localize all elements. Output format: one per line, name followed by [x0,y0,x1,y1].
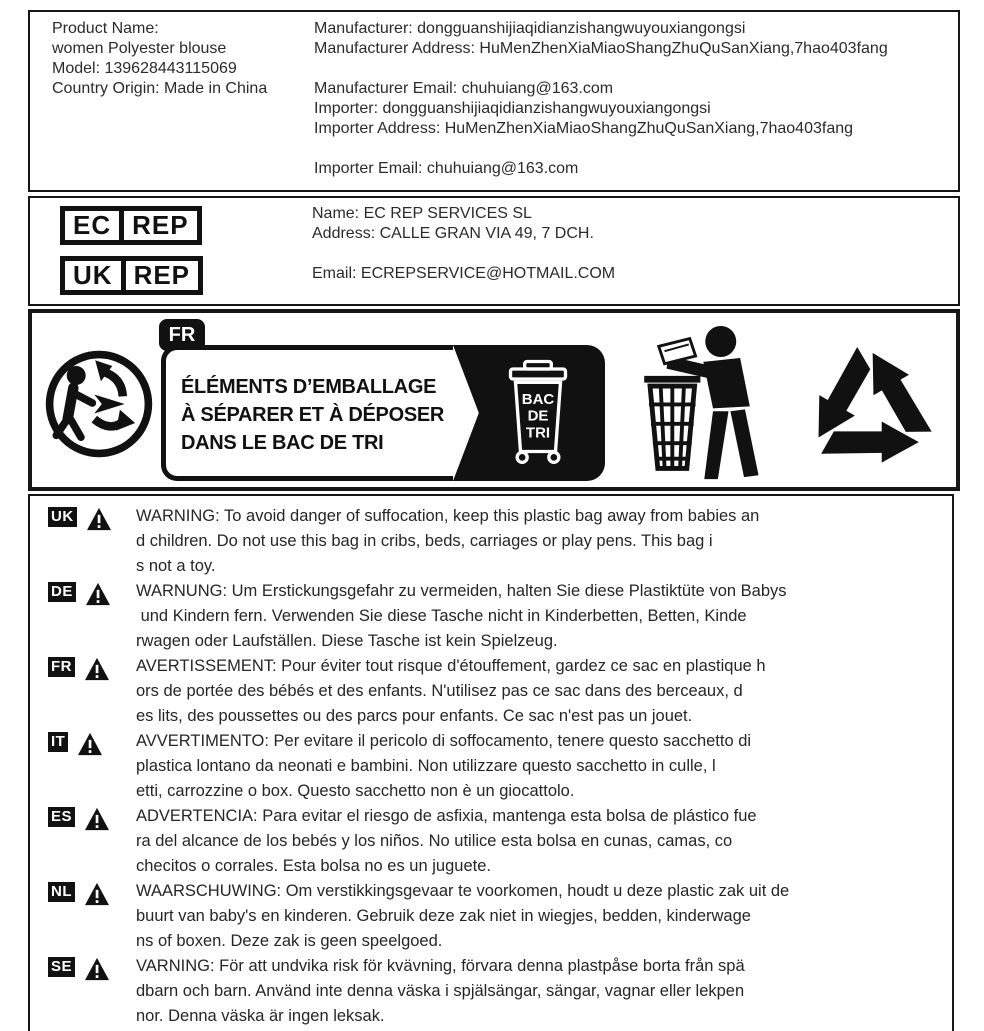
warning-line: plastica lontano da neonati e bambini. Non utilizzare questo sacchetto in culle, l [136,757,716,775]
warning-row-it-badges [30,729,136,804]
importer-email: Importer Email: chuhuiang@163.com [314,160,579,177]
lang-badge-es: ES [48,807,75,827]
ec-rep-badge [60,206,202,245]
warning-line: und Kindern fern. Verwenden Sie diese Tasche nicht in Kinderbetten, Betten, Kinde [136,607,747,625]
uk-rep-badge-right: REP [121,261,198,290]
warning-line: AVVERTIMENTO: Per evitare il pericolo di soffocamento, tenere questo sacchetto di [136,732,752,750]
warning-row-it [30,729,952,804]
banner-text-box [161,345,453,481]
warning-triangle-icon [84,882,110,906]
tidyman-icon [620,321,775,486]
warning-row-uk-badges [30,504,136,579]
warning-triangle-icon [84,657,110,681]
product-name-value: women Polyester blouse [52,40,227,57]
warning-line: WARNING: To avoid danger of suffocation, keep this plastic bag away from babies an [136,507,760,525]
manufacturer-name: Manufacturer: dongguanshijiaqidianzishangwuyouxiangongsi [314,20,746,37]
rep-section [28,196,960,306]
warning-line: ors de portée des bébés et des enfants. N'utilisez pas ce sac dans des berceaux, d [136,682,743,700]
manufacturer-email: Manufacturer Email: chuhuiang@163.com [314,80,614,97]
warning-line: VARNING: För att undvika risk för kvävning, förvara denna plastpåse borta från spä [136,957,745,975]
lang-badge-nl: NL [48,882,75,902]
warning-row-de-badges [30,579,136,654]
warning-text-nl [136,879,952,954]
warning-text-fr [136,654,952,729]
banner-line-3: DANS LE BAC DE TRI [181,432,384,454]
banner-line-2: À SÉPARER ET À DÉPOSER [181,404,445,426]
warning-row-es-badges [30,804,136,879]
warning-line: dbarn och barn. Använd inte denna väska i spjälsängar, sängar, vagnar eller lekpen [136,982,745,1000]
banner-line-1: ÉLÉMENTS D’EMBALLAGE [181,376,437,398]
rep-email: Email: ECREPSERVICE@HOTMAIL.COM [312,265,616,282]
warning-triangle-icon [84,807,110,831]
warnings-section [28,494,954,1031]
warning-line: rwagen oder Laufställen. Diese Tasche ist kein Spielzeug. [136,632,558,650]
warning-text-uk [136,504,952,579]
triman-icon [42,347,156,461]
warning-line: s not a toy. [136,557,216,575]
rep-badges-column [30,198,312,304]
lang-badge-uk: UK [48,507,77,527]
spacer-line [314,139,958,159]
warning-row-se-badges [30,954,136,1029]
warning-row-es [30,804,952,879]
bin-text-bac: BAC [521,391,555,408]
manufacturer-address: Manufacturer Address: HuMenZhenXiaMiaoShangZhuQuSanXiang,7hao403fang [314,40,888,57]
lang-badge-de: DE [48,582,76,602]
warning-row-de [30,579,952,654]
rep-address: Address: CALLE GRAN VIA 49, 7 DCH. [312,225,594,242]
bin-text-de: DE [527,407,549,425]
rep-name: Name: EC REP SERVICES SL [312,205,532,222]
product-name-label: Product Name: [52,20,159,37]
bin-text-tri: TRI [525,424,551,442]
country-origin-value: Country Origin: Made in China [52,80,268,97]
lang-badge-fr: FR [48,657,75,677]
warning-line: buurt van baby's en kinderen. Gebruik deze zak niet in wiegjes, bedden, kinderwage [136,907,751,925]
ec-rep-badge-right: REP [119,211,196,240]
product-info-column [52,19,314,190]
product-info-section [28,10,960,192]
warning-line: nor. Denna väska är ingen leksak. [136,1007,385,1025]
importer-address: Importer Address: HuMenZhenXiaMiaoShangZhuQuSanXiang,7hao403fang [314,120,854,137]
warning-line: etti, carrozzine o box. Questo sacchetto non è un giocattolo. [136,782,575,800]
fr-tab: FR [159,319,205,351]
warning-row-nl-badges [30,879,136,954]
lang-badge-it: IT [48,732,68,752]
importer-name: Importer: dongguanshijiaqidianzishangwuyouxiangongsi [314,100,711,117]
warning-text-se [136,954,952,1029]
ec-rep-badge-left: EC [73,210,112,240]
warning-line: d children. Do not use this bag in cribs, beds, carriages or play pens. This bag i [136,532,713,550]
warning-triangle-icon [85,582,111,606]
warning-row-fr-badges [30,654,136,729]
warning-row-se [30,954,952,1029]
warning-triangle-icon [84,957,110,981]
warning-line: WARNUNG: Um Erstickungsgefahr zu vermeiden, halten Sie diese Plastiktüte von Babys [136,582,787,600]
rep-info-column [312,198,958,304]
warning-line: ns of boxen. Deze zak is geen speelgoed. [136,932,443,950]
spacer-line [314,59,958,79]
lang-badge-se: SE [48,957,75,977]
warning-triangle-icon [86,507,112,531]
warning-line: WAARSCHUWING: Om verstikkingsgevaar te voorkomen, houdt u deze plastic zak uit de [136,882,790,900]
manufacturer-info-column [314,19,958,190]
warning-line: checitos o corrales. Esta bolsa no es un juguete. [136,857,491,875]
warning-line: AVERTISSEMENT: Pour éviter tout risque d'étouffement, gardez ce sac en plastique h [136,657,766,675]
warning-row-uk [30,504,952,579]
uk-rep-badge [60,256,203,295]
recycling-section [28,309,960,491]
warning-text-es [136,804,952,879]
uk-rep-badge-left: UK [73,260,113,290]
spacer-line [312,244,958,264]
warning-text-it [136,729,952,804]
warning-text-de [136,579,952,654]
warning-line: ra del alcance de los bebés y los niños. No utilice esta bolsa en cunas, camas, co [136,832,733,850]
model-value: Model: 139628443115069 [52,60,237,77]
sorting-bin-icon [488,351,588,477]
warning-line: es lits, des poussettes ou des parcs pour enfants. Ce sac n'est pas un jouet. [136,707,693,725]
warning-triangle-icon [77,732,103,756]
fr-sorting-banner [161,323,603,481]
recycling-loop-icon [784,319,956,487]
warning-row-nl [30,879,952,954]
warning-row-fr [30,654,952,729]
warning-line: ADVERTENCIA: Para evitar el riesgo de asfixia, mantenga esta bolsa de plástico fue [136,807,757,825]
